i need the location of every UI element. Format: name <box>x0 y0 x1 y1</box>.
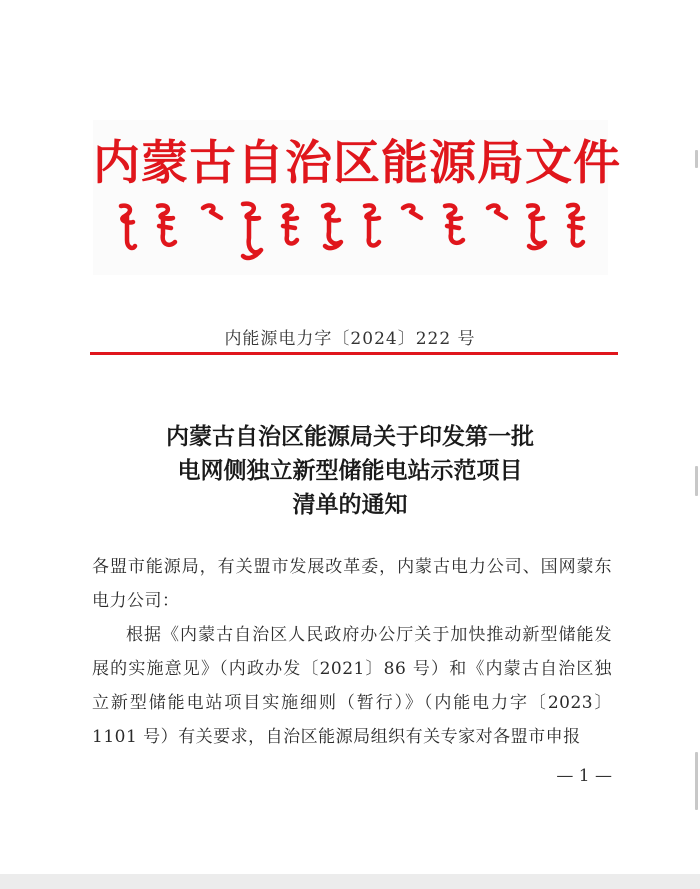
red-divider <box>90 352 618 355</box>
scroll-indicator-bottom[interactable] <box>695 752 698 810</box>
document-number: 内能源电力字〔2024〕222 号 <box>224 329 476 349</box>
title-line-3: 清单的通知 <box>292 492 408 518</box>
letterhead <box>93 120 621 275</box>
page-number: — 1 — <box>556 766 612 786</box>
scroll-indicator-middle[interactable] <box>695 466 698 496</box>
title-line-1: 内蒙古自治区能源局关于印发第一批 <box>166 424 534 450</box>
title-line-2: 电网侧独立新型储能电站示范项目 <box>177 458 523 484</box>
document-body <box>92 550 612 754</box>
page-gap <box>0 874 700 889</box>
document-title <box>0 420 700 522</box>
scroll-indicator-top[interactable] <box>695 150 698 168</box>
body-paragraph-1: 根据《内蒙古自治区人民政府办公厅关于加快推动新型储能发展的实施意见》（内政办发〔2021〕86 号）和《内蒙古自治区独立新型储能电站项目实施细则（暂行）》（内能电力字〔2023〕1101 号）有关要求，自治区能源局组织有关专家对各盟市申报 <box>92 625 612 747</box>
masthead-title: 内蒙古自治区能源局文件 <box>93 136 621 191</box>
recipients-paragraph: 各盟市能源局，有关盟市发展改革委，内蒙古电力公司、国网蒙东电力公司： <box>92 557 612 611</box>
mongolian-script-icon <box>103 198 603 268</box>
